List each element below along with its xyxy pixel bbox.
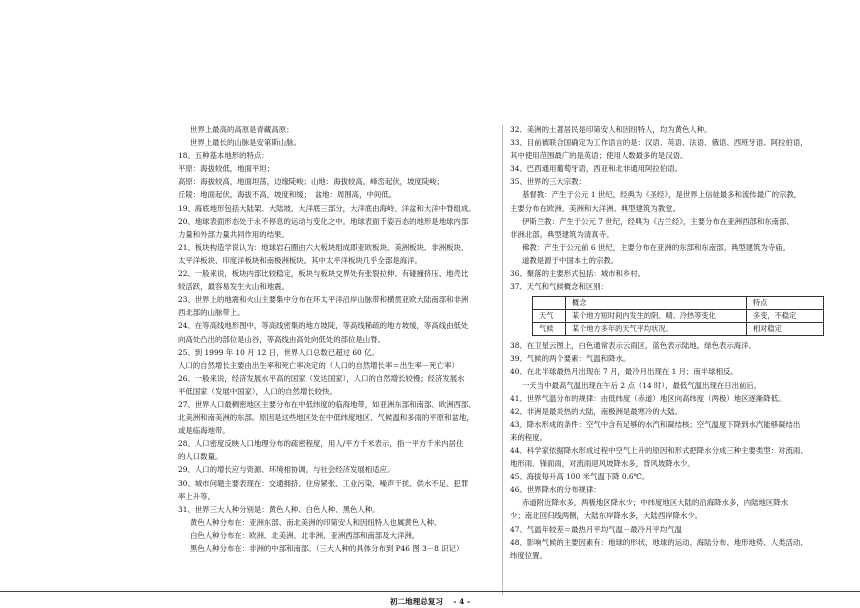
text-line: 28、人口密度反映人口地理分布的疏密程度，用人/平方千米表示，指一平方千米内居住 <box>178 439 464 449</box>
text-line: 21、板块构造学说认为：地球岩石圈由六大板块组成即亚欧板块、美洲板块、非洲板块、 <box>178 242 469 252</box>
table-cell: 多变，不稳定 <box>747 310 824 323</box>
table-header-cell <box>533 297 566 310</box>
text-line: 或是临海地带。 <box>178 426 230 436</box>
text-line: 少；南北回归线两侧，大陆东岸降水多，大陆西岸降水少。 <box>510 511 703 521</box>
text-line: 33、目前被联合国确定为工作语言的是：汉语、英语、法语、俄语、西班牙语、阿拉伯语， <box>510 138 808 148</box>
text-line: 力量和外部力量共同作用的结果。 <box>178 229 289 239</box>
table-row <box>533 310 824 323</box>
text-line: 高原：海拔较高，地面坦荡，边缘陡峻；山地：海拔较高，峰峦起伏，坡度陡峻； <box>178 177 445 187</box>
text-line: 黑色人种分布在：非洲的中部和南部。（三大人种的具体分布到 P46 图 3－8 识记） <box>190 544 464 553</box>
text-line: 31、世界三大人种分别是：黄色人种、白色人种、黑色人种。 <box>178 504 380 514</box>
left-column <box>178 123 496 555</box>
text-line: 较活跃，最容易发生火山和地震。 <box>178 282 289 292</box>
text-line: 白色人种分布在：欧洲、北美洲、北非洲、亚洲西部和南部及大洋洲。 <box>190 530 420 540</box>
text-line: 46、世界降水的分布规律： <box>510 485 601 495</box>
text-line: 的人口数量。 <box>178 452 223 462</box>
table-cell: 相对稳定 <box>747 323 824 336</box>
text-line: 来的程度。 <box>510 432 547 442</box>
right-column-top <box>510 123 840 293</box>
text-line: 24、在等高线地形图中，等高线密集的地方坡陡，等高线稀疏的地方坡缓，等高线由低处 <box>178 321 469 331</box>
text-line: 20、地球表面形态处于永不停息的运动与变化之中。地球表面千姿百态的地形是地球内部 <box>178 216 469 226</box>
text-line: 北美洲和南美洲的东部。原因是这些地区处在中低纬度地区、气候温和多雨的平原和盆地， <box>178 413 474 423</box>
text-line: 39、气候的两个要素：气温和降水。 <box>510 354 631 364</box>
text-line: 37、天气和气候概念和区别： <box>510 282 609 292</box>
text-line: 丘陵：地面起伏，海拔不高，坡度和缓； 盆地：周围高，中间低。 <box>178 190 397 200</box>
text-line: 36、聚落的主要形式包括：城市和乡村。 <box>510 269 646 279</box>
weather-climate-table <box>532 296 824 336</box>
text-line: 平原：海拔较低，地面平坦； <box>178 164 275 174</box>
text-line: 向高处凸出的部位是山谷，等高线由高处向低处的部位是山脊。 <box>178 334 385 344</box>
text-line: 47、气温年较差＝最热月平均气温－最冷月平均气温 <box>510 524 683 534</box>
table-header-row <box>533 297 824 310</box>
text-line: 26、一般来说，经济发展水平高的国家（发达国家），人口的自然增长较慢；经济发展水 <box>178 373 465 383</box>
text-line: 纬度位置。 <box>510 550 547 560</box>
text-line: 48、影响气候的主要因素有：地球的形状、地球的运动、海陆分布、地形地势、人类活动、 <box>510 537 808 547</box>
footer-rule <box>0 591 860 592</box>
text-line: 35、世界的三大宗教： <box>510 177 586 187</box>
text-line: 43、降水形成的条件：空气中含有足够的水汽和凝结核；空气温度下降到水汽能够凝结出 <box>510 419 801 429</box>
table-cell: 某个地方多年的天气平均状况。 <box>566 323 747 336</box>
text-line: 世界上最长的山脉是安第斯山脉。 <box>190 138 301 148</box>
text-line: 41、世界气温分布的规律：由低纬度（赤道）地区向高纬度（两极）地区逐渐降低。 <box>510 393 786 403</box>
text-line: 基督教：产生于公元 1 世纪，经典为《圣经》，是世界上信徒最多和流传最广的宗教， <box>522 190 802 200</box>
text-line: 30、城市问题主要表现在：交通拥挤、住房紧张、工业污染、噪声干扰、供水不足、犯罪 <box>178 478 469 488</box>
text-line: 赤道附近降水多，两极地区降水少；中纬度地区大陆的沿海降水多，内陆地区降水 <box>522 498 789 508</box>
text-line: 44、科学家依据降水形成过程中空气上升的原因和形式把降水分成三种主要类型：对流雨、 <box>510 445 808 455</box>
text-line: 率上升等。 <box>178 491 215 501</box>
table-cell: 天气 <box>533 310 566 323</box>
text-line: 地形雨、锋面雨，对流雨迎风坡降水多，背风坡降水少。 <box>510 459 695 469</box>
text-line: 其中使用范围最广的是英语；使用人数最多的是汉语。 <box>510 151 688 161</box>
text-line: 25、到 1999 年 10 月 12 日，世界人口总数已超过 60 亿。 <box>178 347 379 357</box>
text-line: 40、在北半球最热月出现在 7 月，最冷月出现在 1 月；南半球相反。 <box>510 367 738 377</box>
table-cell: 某个地方短时间内发生的阴、晴、冷热等变化 <box>566 310 747 323</box>
right-column-bottom <box>510 339 840 562</box>
text-line: 38、在卫星云图上，白色通常表示云雨区，蓝色表示陆地，绿色表示海洋。 <box>510 341 756 351</box>
text-line: 19、海底地形包括大陆架、大陆坡、大洋底三部分，大洋底由海岭、洋盆和大洋中脊组成。 <box>178 203 476 213</box>
text-line: 29、人口的增长应与资源、环境相协调，与社会经济发展相适应。 <box>178 465 395 475</box>
text-line: 太平洋板块、印度洋板块和南极洲板块。其中太平洋板块几乎全部是海洋。 <box>178 255 422 265</box>
table-header-cell: 特点 <box>747 297 824 310</box>
text-line: 22、一般来说，板块内部比较稳定，板块与板块交界处有张裂拉伸、有碰撞挤压、地壳比 <box>178 269 469 279</box>
text-line: 一天当中最高气温出现在午后 2 点（14 时），最低气温出现在日出前后。 <box>522 380 762 390</box>
text-line: 道教是源于中国本土的宗教。 <box>522 255 619 265</box>
text-line: 18、五种基本地形的特点： <box>178 151 269 161</box>
text-line: 佛教：产生于公元前 6 世纪，主要分布在亚洲的东部和东南部。典型建筑为寺庙。 <box>522 242 791 252</box>
column-divider <box>502 125 503 595</box>
text-line: 34、巴西通用葡萄牙语，西亚和北非通用阿拉伯语。 <box>510 164 683 174</box>
text-line: 伊斯兰教：产生于公元 7 世纪，经典为《古兰经》，主要分布在亚洲西部和东南部、 <box>522 216 794 226</box>
page-footer: 初二地理总复习 - 4 - <box>389 597 471 606</box>
text-line: 42、非洲是最炎热的大陆，南极洲是最寒冷的大陆。 <box>510 406 683 416</box>
text-line: 27、世界人口最稠密地区主要分布在中低纬度的临海地带，如亚洲东部和南部、欧洲西部、 <box>178 399 476 409</box>
text-line: 黄色人种分布在：亚洲东部、南北美洲的印第安人和因纽特人也属黄色人种。 <box>190 517 442 527</box>
table-header-cell: 概念 <box>566 297 747 310</box>
table-cell: 气候 <box>533 323 566 336</box>
right-column <box>510 123 840 562</box>
text-line: 西北部的山脉带上。 <box>178 308 245 318</box>
text-line: 主要分布在欧洲、美洲和大洋洲。典型建筑为教堂。 <box>510 203 680 213</box>
text-line: 平低国家（发展中国家），人口的自然增长较快。 <box>178 386 337 396</box>
text-line: 32、美洲的土著居民是印第安人和因纽特人，均为黄色人种。 <box>510 125 712 134</box>
text-line: 23、世界上的地震和火山主要集中分布在环太平洋沿岸山脉带和横贯亚欧大陆南部和非洲 <box>178 295 469 305</box>
text-line: 非洲北部。典型建筑为清真寺。 <box>510 229 614 239</box>
text-line: 45、海拔每升高 100 米气温下降 0.6℃。 <box>510 472 650 482</box>
table-row <box>533 323 824 336</box>
text-line: 世界上最高的高原是青藏高原； <box>190 125 294 134</box>
text-line: 人口的自然增长主要由出生率和死亡率决定的（人口的自然增长率＝出生率－死亡率） <box>178 360 459 370</box>
